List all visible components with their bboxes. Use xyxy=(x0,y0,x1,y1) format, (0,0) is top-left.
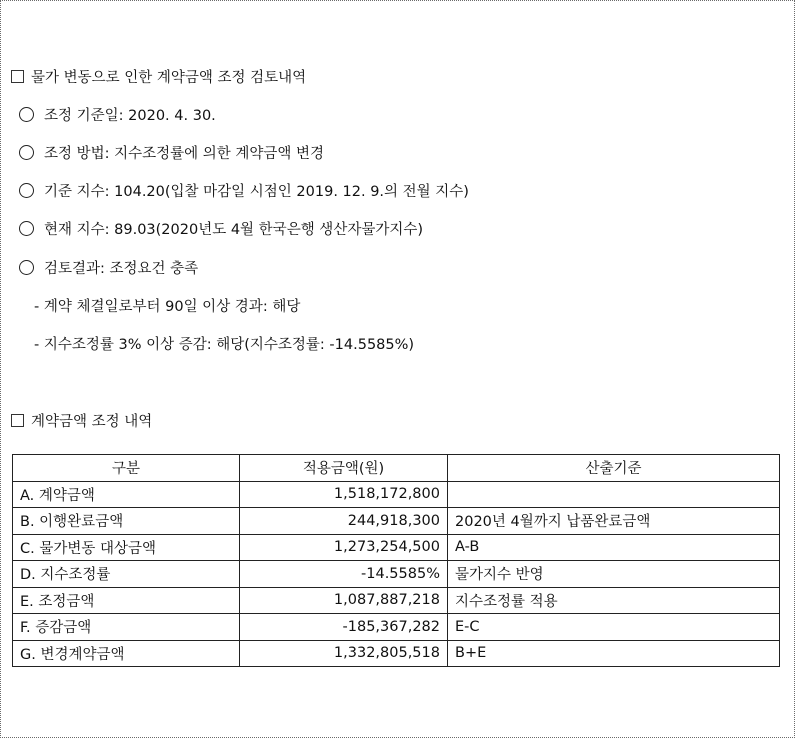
cell-category: D. 지수조정률 xyxy=(13,561,240,588)
contract-amount-table xyxy=(12,454,780,667)
checkbox-square-icon xyxy=(11,70,24,83)
table-header-row xyxy=(13,455,780,482)
cell-category: A. 계약금액 xyxy=(13,481,240,508)
cell-basis: B+E xyxy=(448,640,780,667)
header-basis: 산출기준 xyxy=(448,455,780,482)
item-label: 조정 방법 xyxy=(44,146,105,162)
cell-basis: A-B xyxy=(448,534,780,561)
cell-amount: 244,918,300 xyxy=(240,508,448,535)
cell-amount: -14.5585% xyxy=(240,561,448,588)
cell-category: C. 물가변동 대상금액 xyxy=(13,534,240,561)
item-value: 지수조정률에 의한 계약금액 변경 xyxy=(114,146,325,162)
item-value: 104.20(입찰 마감일 시점인 2019. 12. 9.의 전월 지수) xyxy=(114,184,469,200)
cell-amount: 1,332,805,518 xyxy=(240,640,448,667)
circle-bullet-icon xyxy=(19,260,34,275)
cell-category: B. 이행완료금액 xyxy=(13,508,240,535)
item-label: 조정 기준일 xyxy=(44,108,119,124)
cell-basis: 지수조정률 적용 xyxy=(448,587,780,614)
bullet-item-current-index: 현재 지수: 89.03(2020년도 4월 한국은행 생산자물가지수) xyxy=(19,220,423,240)
circle-bullet-icon xyxy=(19,183,34,198)
item-value: 조정요건 충족 xyxy=(109,261,199,277)
cell-category: G. 변경계약금액 xyxy=(13,640,240,667)
sub-item-elapsed: - 계약 체결일로부터 90일 이상 경과: 해당 xyxy=(34,299,301,315)
table-row xyxy=(13,640,780,667)
table-row xyxy=(13,614,780,641)
circle-bullet-icon xyxy=(19,221,34,236)
bullet-item-base-index: 기준 지수: 104.20(입찰 마감일 시점인 2019. 12. 9.의 전월 지수) xyxy=(19,182,469,202)
header-amount: 적용금액(원) xyxy=(240,455,448,482)
table-row xyxy=(13,481,780,508)
cell-amount: 1,273,254,500 xyxy=(240,534,448,561)
circle-bullet-icon xyxy=(19,107,34,122)
section2-title: 계약금액 조정 내역 xyxy=(31,414,153,430)
cell-category: E. 조정금액 xyxy=(13,587,240,614)
cell-category: F. 증감금액 xyxy=(13,614,240,641)
item-label: 검토결과 xyxy=(44,261,101,277)
cell-amount: 1,087,887,218 xyxy=(240,587,448,614)
sub-item-adjustment-rate: - 지수조정률 3% 이상 증감: 해당(지수조정률: -14.5585%) xyxy=(34,337,415,353)
cell-basis: 2020년 4월까지 납품완료금액 xyxy=(448,508,780,535)
section2-heading xyxy=(11,412,152,432)
section1-title: 물가 변동으로 인한 계약금액 조정 검토내역 xyxy=(31,70,307,86)
bullet-item-review-result: 검토결과: 조정요건 충족 xyxy=(19,259,198,279)
cell-amount: -185,367,282 xyxy=(240,614,448,641)
table-row xyxy=(13,587,780,614)
cell-basis xyxy=(448,481,780,508)
section1-heading xyxy=(11,68,306,88)
item-label: 기준 지수 xyxy=(44,184,105,200)
checkbox-square-icon xyxy=(11,414,24,427)
cell-amount: 1,518,172,800 xyxy=(240,481,448,508)
header-category: 구분 xyxy=(13,455,240,482)
item-value: 89.03(2020년도 4월 한국은행 생산자물가지수) xyxy=(114,222,424,238)
bullet-item-base-date: 조정 기준일: 2020. 4. 30. xyxy=(19,106,216,126)
table-row xyxy=(13,508,780,535)
table-row xyxy=(13,534,780,561)
cell-basis: E-C xyxy=(448,614,780,641)
bullet-item-method: 조정 방법: 지수조정률에 의한 계약금액 변경 xyxy=(19,144,324,164)
table-row xyxy=(13,561,780,588)
item-label: 현재 지수 xyxy=(44,222,105,238)
item-value: 2020. 4. 30. xyxy=(128,108,216,124)
cell-basis: 물가지수 반영 xyxy=(448,561,780,588)
circle-bullet-icon xyxy=(19,145,34,160)
